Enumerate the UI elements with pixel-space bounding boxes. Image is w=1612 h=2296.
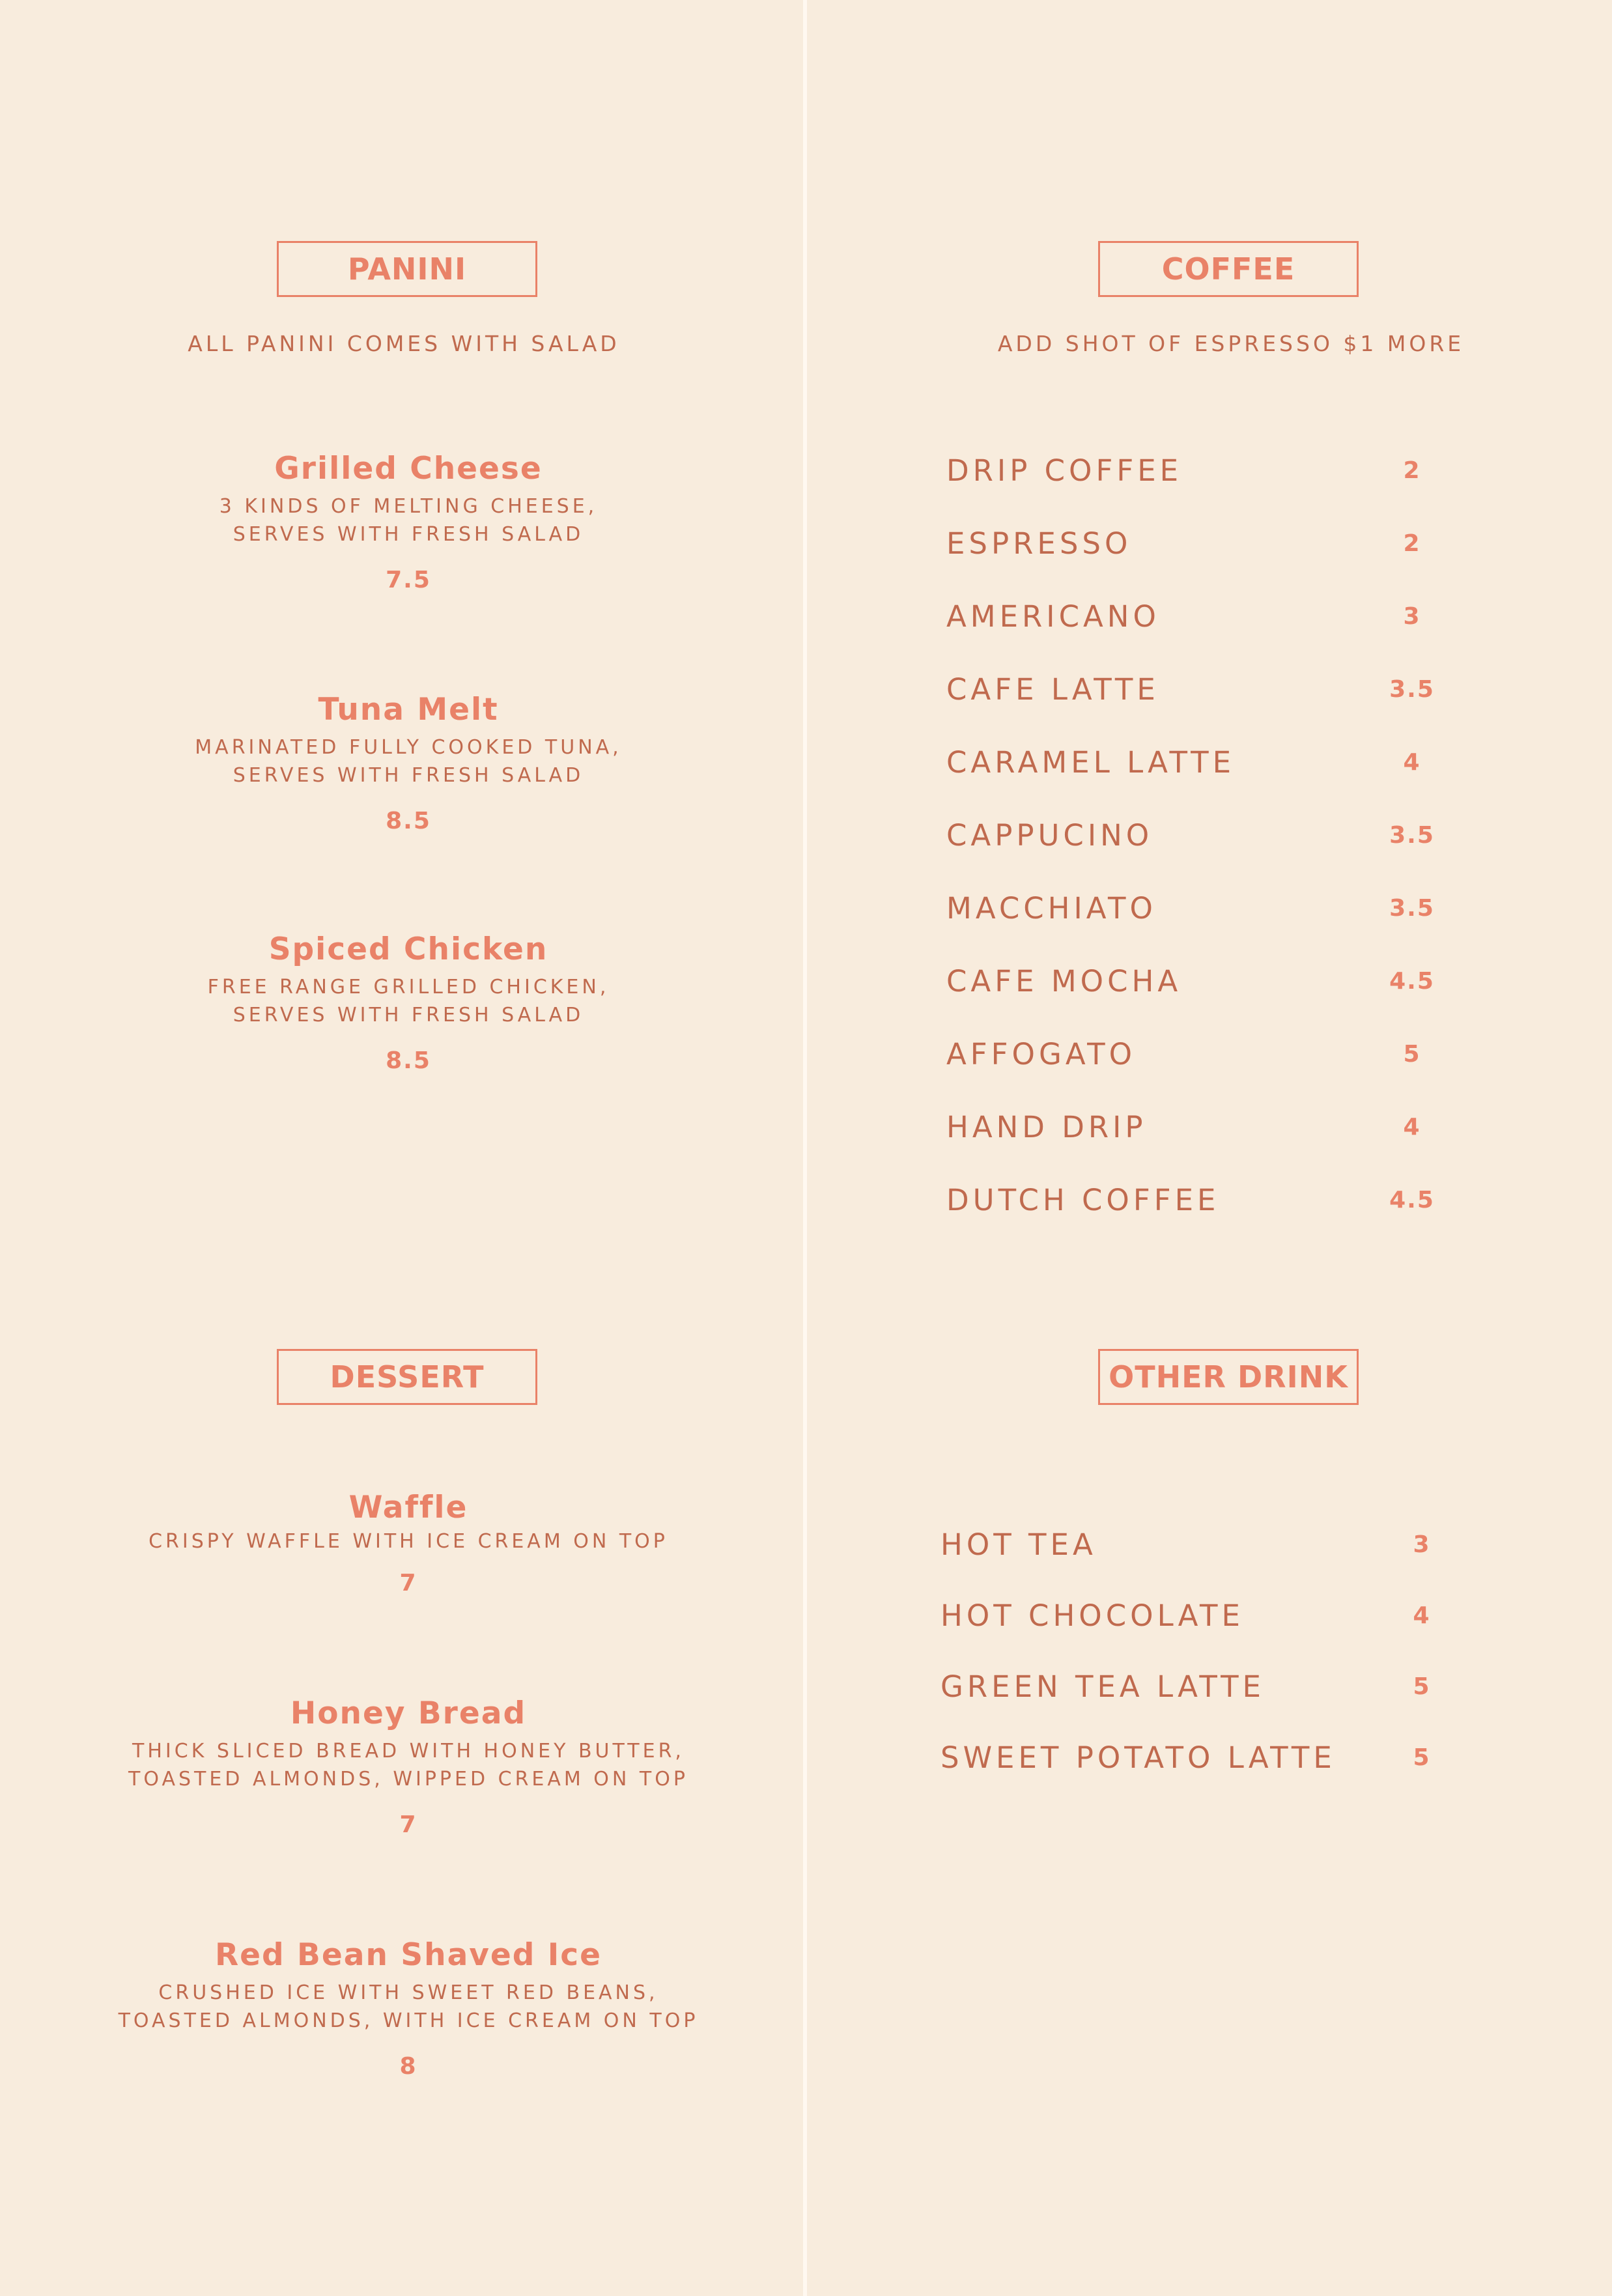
item-description: CRUSHED ICE WITH SWEET RED BEANS, TOASTED ALMONDS, WITH ICE CREAM ON TOP: [118, 1981, 699, 2032]
menu-item: [83, 930, 734, 1074]
item-price: 8: [399, 2053, 417, 2080]
drink-row: [946, 670, 1467, 709]
drink-name: DRIP COFFEE: [946, 453, 1183, 488]
drink-row: [940, 1596, 1494, 1636]
drink-row: [946, 451, 1467, 490]
drink-name: HOT TEA: [940, 1527, 1097, 1562]
drink-name: CAFE LATTE: [946, 672, 1159, 707]
item-name: Grilled Cheese: [274, 451, 543, 487]
item-name: Waffle: [348, 1490, 468, 1525]
panini-note: ALL PANINI COMES WITH SALAD: [188, 331, 620, 356]
drink-row: [946, 962, 1467, 1001]
drink-price: 3.5: [1389, 822, 1435, 849]
drink-row: [946, 597, 1467, 636]
drink-name: CAPPUCINO: [946, 818, 1153, 853]
drink-price: 5: [1403, 1041, 1421, 1068]
menu-item: [83, 1488, 734, 1596]
drink-name: CARAMEL LATTE: [946, 745, 1236, 780]
item-name: Red Bean Shaved Ice: [214, 1937, 602, 1973]
item-name: Spiced Chicken: [268, 931, 548, 967]
drink-name: ESPRESSO: [946, 526, 1132, 561]
drink-name: GREEN TEA LATTE: [940, 1669, 1265, 1704]
drink-price: 4: [1413, 1602, 1431, 1629]
menu-item: [83, 1694, 734, 1838]
drink-price: 4.5: [1389, 1187, 1435, 1213]
drink-row: [946, 1035, 1467, 1074]
panini-section-title: PANINI: [277, 241, 537, 297]
menu-item: [83, 690, 734, 834]
menu-item: [83, 449, 734, 593]
item-name: Honey Bread: [290, 1695, 527, 1731]
drink-row: [940, 1738, 1494, 1778]
drink-name: MACCHIATO: [946, 891, 1157, 926]
item-name: Tuna Melt: [318, 692, 499, 728]
drink-name: AFFOGATO: [946, 1037, 1137, 1071]
drink-price: 5: [1413, 1673, 1431, 1700]
item-price: 8.5: [386, 808, 431, 834]
item-description: CRISPY WAFFLE WITH ICE CREAM ON TOP: [148, 1530, 668, 1553]
drink-row: [946, 743, 1467, 782]
drink-row: [946, 1108, 1467, 1147]
menu-item: [83, 1936, 734, 2080]
drink-row: [946, 1181, 1467, 1220]
drink-price: 3.5: [1389, 676, 1435, 703]
drink-price: 3: [1403, 603, 1421, 630]
drink-name: CAFE MOCHA: [946, 964, 1182, 999]
column-divider: [803, 0, 807, 2296]
drink-price: 2: [1403, 457, 1421, 484]
drink-price: 3.5: [1389, 895, 1435, 922]
drink-row: [946, 816, 1467, 855]
drink-name: DUTCH COFFEE: [946, 1183, 1220, 1217]
dessert-section-title: DESSERT: [277, 1349, 537, 1405]
drink-name: SWEET POTATO LATTE: [940, 1740, 1336, 1775]
drink-price: 4: [1403, 1114, 1421, 1141]
item-description: 3 KINDS OF MELTING CHEESE, SERVES WITH FRESH SALAD: [219, 495, 598, 546]
drink-name: AMERICANO: [946, 599, 1160, 634]
coffee-note: ADD SHOT OF ESPRESSO $1 MORE: [997, 331, 1465, 356]
item-price: 7.5: [386, 567, 431, 593]
drink-row: [946, 889, 1467, 928]
coffee-section-title: COFFEE: [1098, 241, 1359, 297]
item-description: FREE RANGE GRILLED CHICKEN, SERVES WITH FRESH SALAD: [207, 976, 610, 1027]
drink-price: 4.5: [1389, 968, 1435, 995]
drink-row: [946, 524, 1467, 563]
drink-price: 2: [1403, 530, 1421, 557]
drink-price: 3: [1413, 1531, 1431, 1558]
drink-name: HOT CHOCOLATE: [940, 1598, 1244, 1633]
item-description: MARINATED FULLY COOKED TUNA, SERVES WITH FRESH SALAD: [195, 736, 622, 787]
item-price: 7: [399, 1570, 417, 1596]
item-price: 7: [399, 1811, 417, 1838]
drink-row: [940, 1667, 1494, 1707]
other-drink-section-title: OTHER DRINK: [1098, 1349, 1359, 1405]
drink-name: HAND DRIP: [946, 1110, 1147, 1144]
item-description: THICK SLICED BREAD WITH HONEY BUTTER, TOASTED ALMONDS, WIPPED CREAM ON TOP: [128, 1740, 688, 1791]
drink-price: 4: [1403, 749, 1421, 776]
drink-row: [940, 1525, 1494, 1565]
drink-price: 5: [1413, 1744, 1431, 1771]
item-price: 8.5: [386, 1047, 431, 1074]
